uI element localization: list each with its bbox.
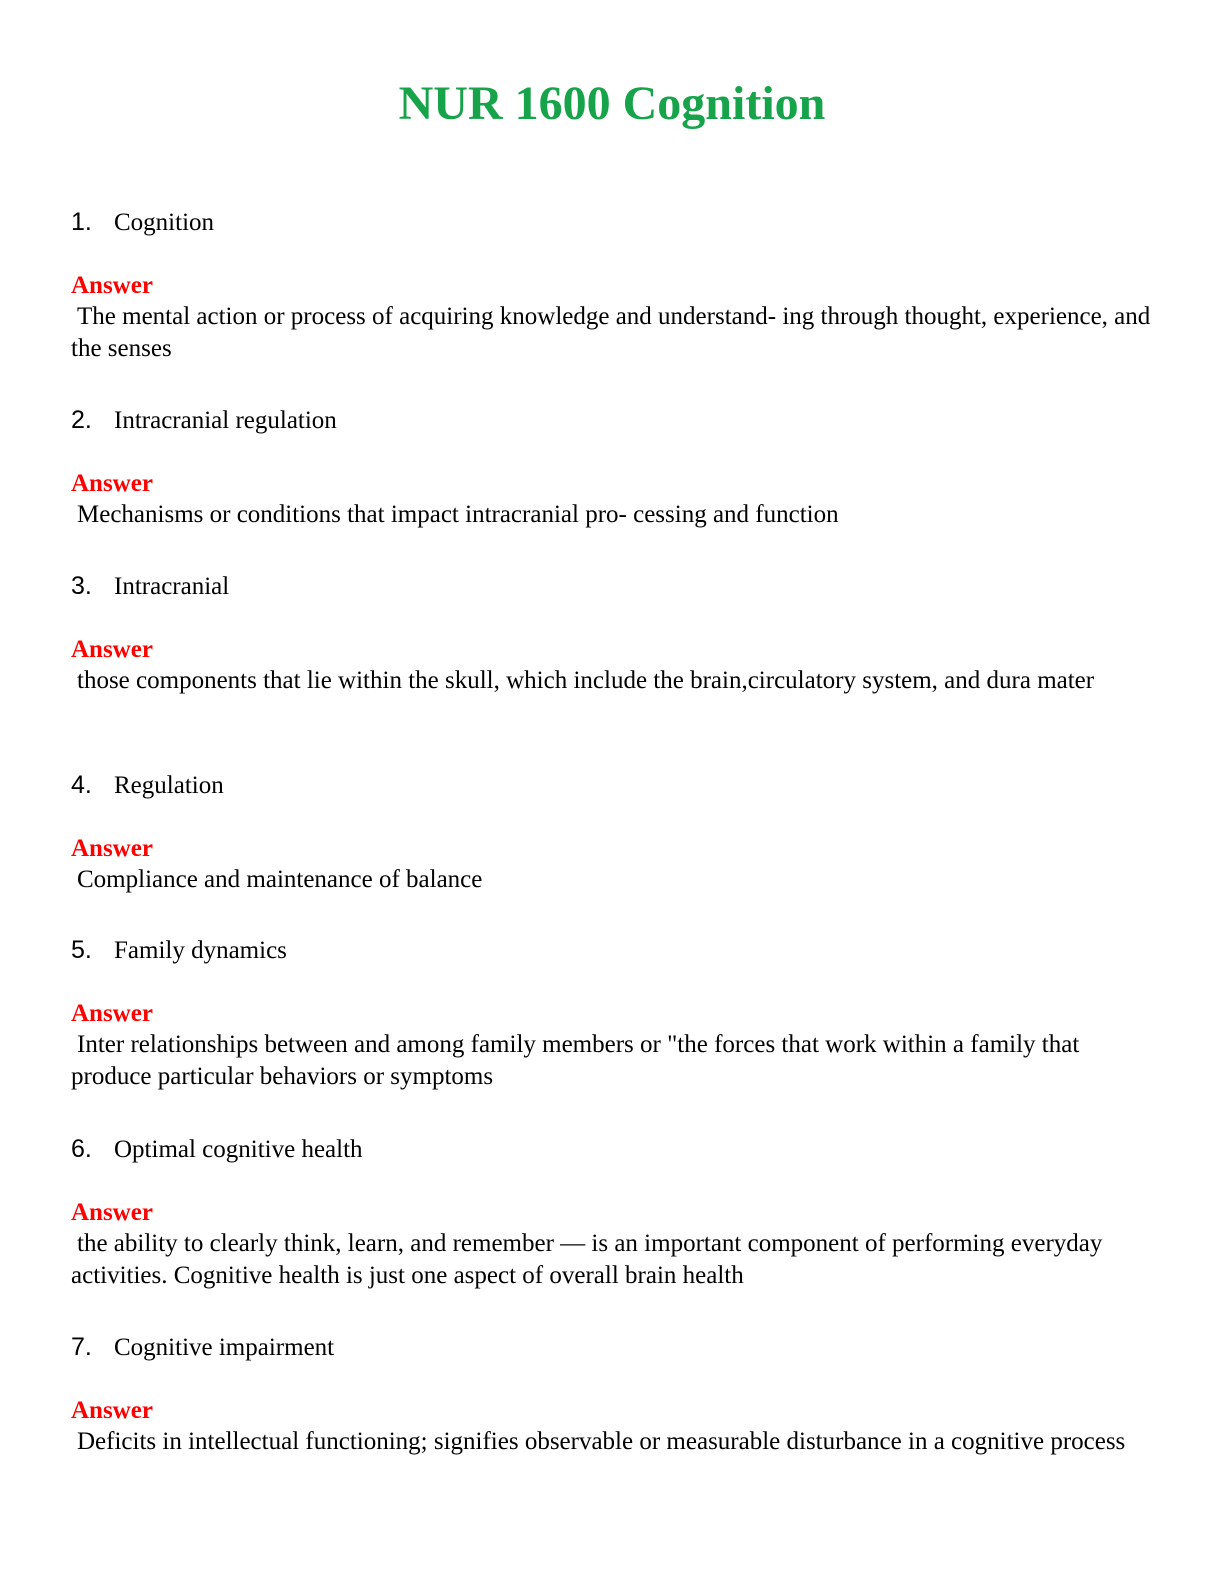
question-term: Family dynamics bbox=[114, 937, 287, 964]
question-term: Intracranial bbox=[114, 573, 230, 600]
answer-label: Answer bbox=[71, 1397, 153, 1424]
answer-label: Answer bbox=[71, 1000, 153, 1027]
question bbox=[71, 770, 1151, 800]
question bbox=[71, 571, 1151, 601]
question-term: Regulation bbox=[114, 772, 224, 799]
answer-text: Mechanisms or conditions that impact intracranial pro- cessing and function bbox=[77, 501, 839, 528]
question-number: 7. bbox=[71, 1333, 92, 1361]
question-term: Intracranial regulation bbox=[114, 407, 337, 434]
answer-text: Compliance and maintenance of balance bbox=[77, 866, 483, 893]
question-term: Optimal cognitive health bbox=[114, 1136, 363, 1163]
qa-item-5 bbox=[71, 935, 1151, 1093]
question-number: 4. bbox=[71, 771, 92, 799]
qa-item-6 bbox=[71, 1134, 1151, 1292]
answer-text: those components that lie within the skull, which include the brain,circulatory system, and dura mater bbox=[77, 667, 1095, 694]
question bbox=[71, 207, 1151, 237]
question-term: Cognition bbox=[114, 209, 215, 236]
question-number: 3. bbox=[71, 572, 92, 600]
page-title: NUR 1600 Cognition bbox=[398, 77, 826, 130]
qa-item-1 bbox=[71, 207, 1151, 365]
answer-text: Inter relationships between and among family members or "the forces that work within a family that produce particular behaviors or symptoms bbox=[71, 1031, 1080, 1090]
question bbox=[71, 1332, 1151, 1362]
answer-label: Answer bbox=[71, 470, 153, 497]
question-number: 2. bbox=[71, 406, 92, 434]
question-number: 5. bbox=[71, 936, 92, 964]
qa-item-3 bbox=[71, 571, 1151, 697]
question-number: 1. bbox=[71, 208, 92, 236]
qa-item-4 bbox=[71, 770, 1151, 896]
question-number: 6. bbox=[71, 1135, 92, 1163]
answer-text: Deficits in intellectual functioning; signifies observable or measurable disturbance in a cognitive process bbox=[77, 1428, 1126, 1455]
answer-label: Answer bbox=[71, 636, 153, 663]
answer-text: the ability to clearly think, learn, and remember — is an important component of performing everyday activities. Cognitive health is just one aspect of overall brain health bbox=[71, 1230, 1103, 1289]
answer-text: The mental action or process of acquiring knowledge and understand- ing through thought, experience, and the senses bbox=[71, 303, 1151, 362]
answer-label: Answer bbox=[71, 835, 153, 862]
answer-label: Answer bbox=[71, 272, 153, 299]
question bbox=[71, 935, 1151, 965]
qa-item-7 bbox=[71, 1332, 1151, 1458]
question bbox=[71, 1134, 1151, 1164]
answer-label: Answer bbox=[71, 1199, 153, 1226]
question bbox=[71, 405, 1151, 435]
qa-item-2 bbox=[71, 405, 1151, 531]
question-term: Cognitive impairment bbox=[114, 1334, 335, 1361]
